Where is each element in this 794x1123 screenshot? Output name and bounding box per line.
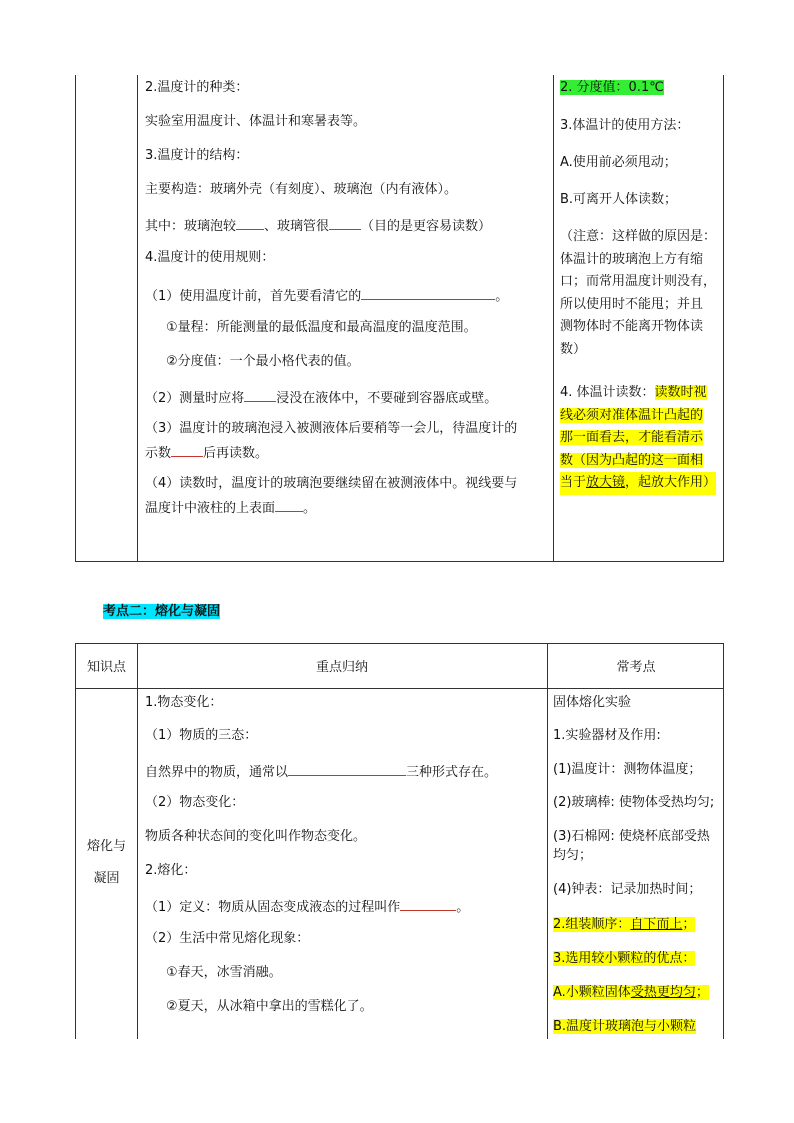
t1-c3-line: 3.体温计的使用方法： (560, 118, 690, 133)
t1-line: 主要构造：玻璃外壳（有刻度）、玻璃泡（内有液体）。 (145, 182, 458, 197)
t1-c3-line: B.可离开人体读数； (560, 192, 678, 207)
blank (361, 285, 495, 300)
t1-line: 实验室用温度计、体温计和寒暑表等。 (145, 114, 367, 129)
t1-line: 2.温度计的种类： (145, 80, 249, 95)
text: （2）测量时应将 (145, 391, 245, 406)
text: （目的是更容易读数） (361, 219, 492, 234)
highlight-text: 那一面看去，才能看清示 (560, 430, 704, 445)
highlight-text: 读数时视 (654, 385, 707, 400)
table-2 (75, 643, 724, 1039)
text: 。 (303, 501, 317, 516)
t2-line: （1）物质的三态： (145, 728, 258, 743)
blank (171, 442, 203, 457)
note-line: 数） (560, 341, 587, 357)
highlight-text: 2. 分度值：0.1℃ (560, 80, 664, 95)
underlined-text: 受热更均匀 (630, 985, 696, 1000)
text: 当于 (560, 475, 587, 490)
text: 后再读数。 (203, 446, 269, 461)
text: 。 (495, 289, 509, 304)
text: 4. 体温计读数： (560, 385, 655, 400)
table-2-header-rule (76, 688, 723, 689)
note-line: 口；而常用温度计则没有， (560, 274, 717, 289)
table-2-divider-2 (547, 644, 548, 1039)
t2-c3-line: (3)石棉网: 使烧杯底部受热 (553, 829, 710, 844)
underlined-text: 自下而上 (630, 917, 683, 932)
blank (236, 215, 264, 230)
text: 。 (456, 900, 470, 915)
header-common: 常考点 (616, 660, 656, 675)
t2-c3-adv-a (553, 984, 709, 1002)
t2-line: 物质各种状态间的变化叫作物态变化。 (145, 829, 367, 844)
text: 温度计中液柱的上表面 (145, 501, 276, 516)
t2-c3-line: (1)温度计：测物体温度； (553, 762, 702, 777)
table-1 (75, 75, 724, 562)
t1-c3-line: A.使用前必须甩动； (560, 155, 677, 170)
t1-c3-reading (560, 382, 716, 495)
text: （1）定义：物质从固态变成液态的过程叫作 (145, 900, 401, 915)
table-1-divider-2 (553, 75, 554, 561)
t2-c3-adv-b (553, 1018, 696, 1036)
t2-c3-line: 1.实验器材及作用: (553, 728, 661, 743)
table-2-divider-1 (137, 644, 138, 1039)
t2-c3-line: 均匀； (553, 848, 593, 863)
t2-c3-advantage (553, 950, 695, 968)
highlight-text: 数（因为凸起的这一面相 (560, 452, 704, 468)
text: 、玻璃管很 (264, 219, 330, 234)
t2-line: （2）生活中常见熔化现象： (145, 931, 310, 946)
text: 浸没在液体中，不要碰到容器底或壁。 (276, 391, 498, 406)
text: 熔化与 (86, 839, 126, 854)
t1-line-rule2 (145, 387, 497, 408)
text: 三种形式存在。 (406, 765, 498, 780)
t1-line-rule1 (145, 285, 508, 306)
blank (275, 497, 303, 512)
note-line: 测物体时不能离开物体读 (560, 319, 704, 334)
t1-line: （3）温度计的玻璃泡浸入被测液体后要稍等一会儿，待温度计的 (145, 421, 518, 436)
header-knowledge: 知识点 (86, 660, 126, 675)
text: 2.组装顺序： (553, 917, 631, 932)
t2-line: ②夏天，从冰箱中拿出的雪糕化了。 (166, 999, 373, 1014)
text: ； (695, 985, 709, 1000)
text: 凝固 (93, 871, 120, 886)
blank (244, 387, 276, 402)
blank (329, 215, 361, 230)
t1-line: ②分度值：一个最小格代表的值。 (166, 354, 360, 369)
t2-c3-assembly (553, 916, 695, 934)
text: A.小颗粒固体 (553, 985, 631, 1000)
t1-line: （4）读数时，温度计的玻璃泡要继续留在被测液体中。视线要与 (145, 476, 518, 491)
t2-line: （2）物态变化： (145, 795, 245, 810)
t1-line: 4.温度计的使用规则： (145, 250, 275, 265)
t1-line-rule3b (145, 442, 268, 463)
text: （1）使用温度计前，首先要看清它的 (145, 289, 362, 304)
note-line: 体温计的玻璃泡上方有缩 (560, 251, 704, 267)
t2-c3-line: (4)钟表：记录加热时间； (553, 882, 702, 897)
t1-line-rule4b (145, 497, 316, 518)
section-title-text: 考点二：熔化与凝固 (103, 604, 221, 619)
t2-line-three-states (145, 761, 497, 782)
note-line: （注意：这样做的原因是： (560, 229, 717, 244)
underlined-text: 放大镜 (586, 475, 626, 490)
t2-c3-line: 固体熔化实验 (553, 695, 632, 710)
t2-line-melting-def (145, 896, 469, 917)
blank (288, 761, 406, 776)
highlight-text: 3.选用较小颗粒的优点： (553, 951, 696, 966)
t1-line-structure (145, 215, 491, 236)
blank (400, 896, 456, 911)
table-1-divider-1 (137, 75, 138, 561)
highlight-text: 线必须对准体温计凸起的 (560, 407, 704, 423)
note-line: 所以使用时不能甩；并且 (560, 296, 704, 312)
text: ； (682, 917, 696, 932)
text: 自然界中的物质，通常以 (145, 765, 289, 780)
text: 示数 (145, 446, 172, 461)
t1-line: 3.温度计的结构： (145, 148, 249, 163)
header-summary: 重点归纳 (315, 660, 368, 675)
knowledge-point (76, 831, 137, 895)
t2-line: 1.物态变化： (145, 695, 223, 710)
t2-c3-line: (2)玻璃棒: 使物体受热均匀; (553, 795, 715, 810)
text: ，起放大作用） (625, 475, 717, 490)
t1-c3-note (560, 226, 716, 361)
t2-line: ①春天，冰雪消融。 (166, 965, 282, 980)
t1-line: ①量程：所能测量的最低温度和最高温度的温度范围。 (166, 320, 477, 335)
section-title (103, 603, 220, 621)
t1-c3-division (560, 79, 664, 97)
t2-line: 2.熔化： (145, 863, 197, 878)
highlight-text: B.温度计玻璃泡与小颗粒 (553, 1019, 697, 1034)
text: 其中：玻璃泡较 (145, 219, 237, 234)
